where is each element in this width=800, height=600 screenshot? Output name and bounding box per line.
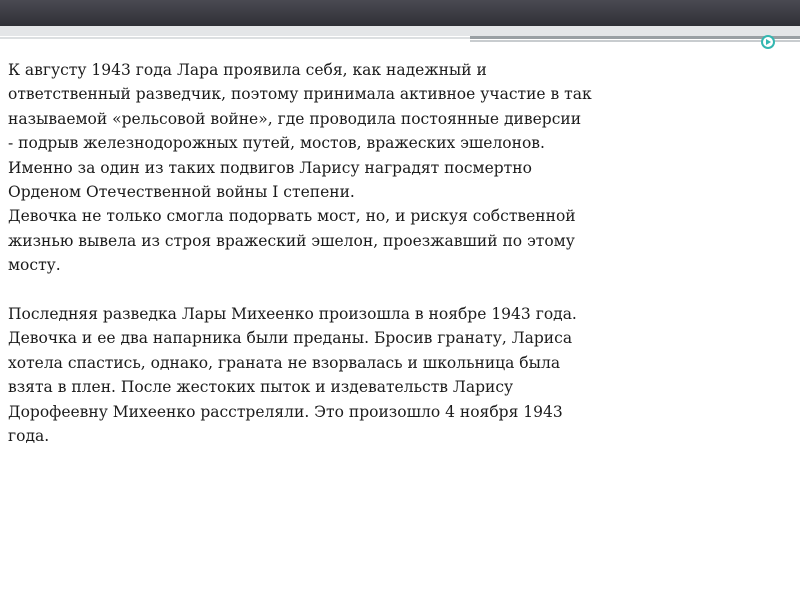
divider-line-right (470, 36, 800, 39)
divider-line-left (0, 37, 470, 39)
circle-arrow-right-icon (761, 35, 775, 49)
slide-body-text (8, 58, 788, 448)
paragraph-1: К августу 1943 года Лара проявила себя, как надежный и ответственный разведчик, поэтому принимала активное участие в так называемой «рельсовой войне», где проводила постоянные диверсии - подрыв железнодорожных путей, мостов, вражеских эшелонов. Именно за один из таких подвигов Ларису наградят посмертно Орденом Отечественной войны I степени. (8, 61, 592, 202)
header-accent-strip (0, 26, 800, 36)
divider-line-right-secondary (470, 40, 800, 42)
paragraph-spacer (8, 278, 788, 302)
paragraph-3: Последняя разведка Лары Михеенко произошла в ноябре 1943 года. Девочка и ее два напарника были преданы. Бросив гранату, Лариса хотела спастись, однако, граната не взорвалась и школьница была взята в плен. После жестоких пыток и издевательств Ларису Дорофеевну Михеенко расстреляли. Это произошло 4 ноября 1943 года. (8, 305, 577, 446)
paragraph-2: Девочка не только смогла подорвать мост, но, и рискуя собственной жизнью вывела из строя вражеский эшелон, проезжавший по этому мосту. (8, 207, 576, 275)
header-band (0, 0, 800, 26)
